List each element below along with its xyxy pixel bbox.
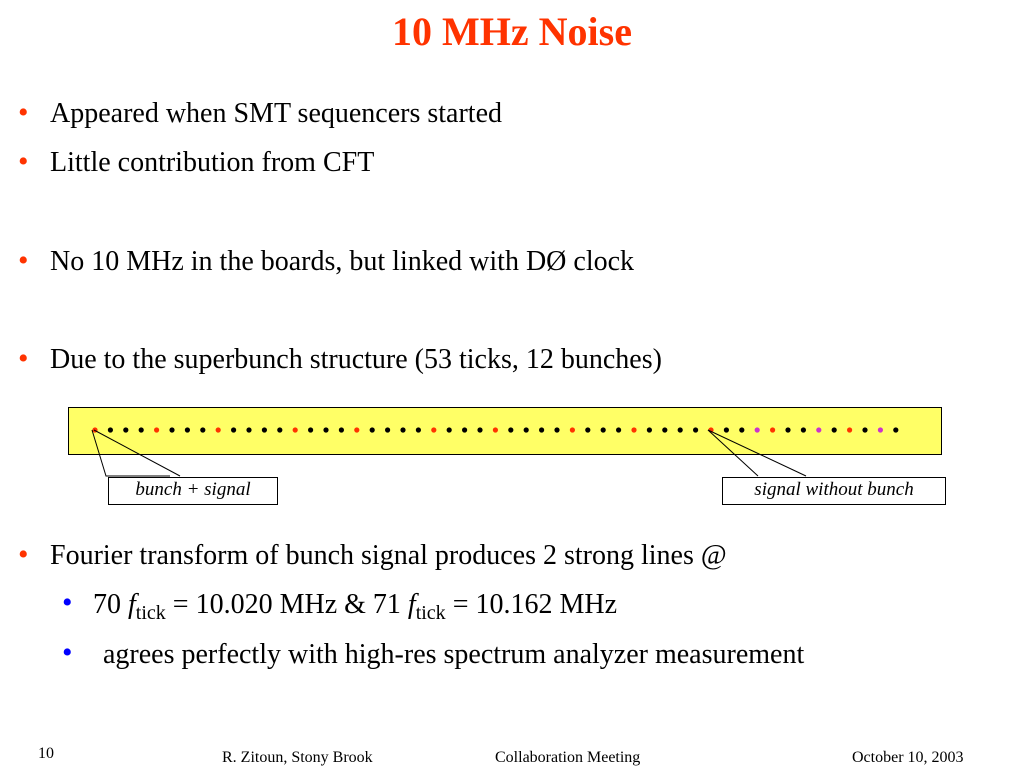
bullet-marker: •	[18, 96, 29, 129]
f-symbol-2: f	[407, 589, 416, 620]
sub-bullet-marker: •	[62, 586, 73, 619]
footer-date: October 10, 2003	[852, 749, 964, 766]
sub-bullet-1-part3: = 10.162 MHz	[445, 589, 618, 620]
sub-bullet-marker: •	[62, 636, 73, 669]
tick-subscript: tick	[135, 602, 166, 624]
page-number: 10	[38, 745, 54, 762]
bullet-marker: •	[18, 538, 29, 571]
label-bunch-signal: bunch + signal	[108, 477, 278, 505]
sub-bullet-1	[93, 588, 617, 622]
bullet-3: No 10 MHz in the boards, but linked with DØ clock	[50, 246, 635, 277]
callout-line-right-2	[708, 430, 806, 476]
footer-author: R. Zitoun, Stony Brook	[222, 749, 373, 766]
label-signal-without-bunch: signal without bunch	[722, 477, 946, 505]
bullet-marker: •	[18, 244, 29, 277]
bullet-marker: •	[18, 145, 29, 178]
f-symbol: f	[128, 589, 136, 620]
footer-event: Collaboration Meeting	[495, 749, 641, 766]
bullet-1: Appeared when SMT sequencers started	[50, 98, 503, 129]
callout-line-left	[92, 430, 170, 476]
tick-subscript-2: tick	[415, 602, 446, 624]
sub-bullet-1-part1: 70	[93, 589, 128, 620]
slide-title: 10 MHz Noise	[392, 9, 632, 54]
sub-bullet-1-part2: = 10.020 MHz & 71	[165, 589, 408, 620]
callout-line-left-2	[94, 430, 180, 476]
bullet-marker: •	[18, 342, 29, 375]
sub-bullet-2: agrees perfectly with high-res spectrum analyzer measurement	[103, 639, 805, 670]
bullet-5: Fourier transform of bunch signal produces 2 strong lines @	[50, 540, 727, 571]
bullet-2: Little contribution from CFT	[50, 147, 375, 178]
bullet-4: Due to the superbunch structure (53 ticks, 12 bunches)	[50, 344, 662, 375]
callout-line-right	[708, 430, 758, 476]
